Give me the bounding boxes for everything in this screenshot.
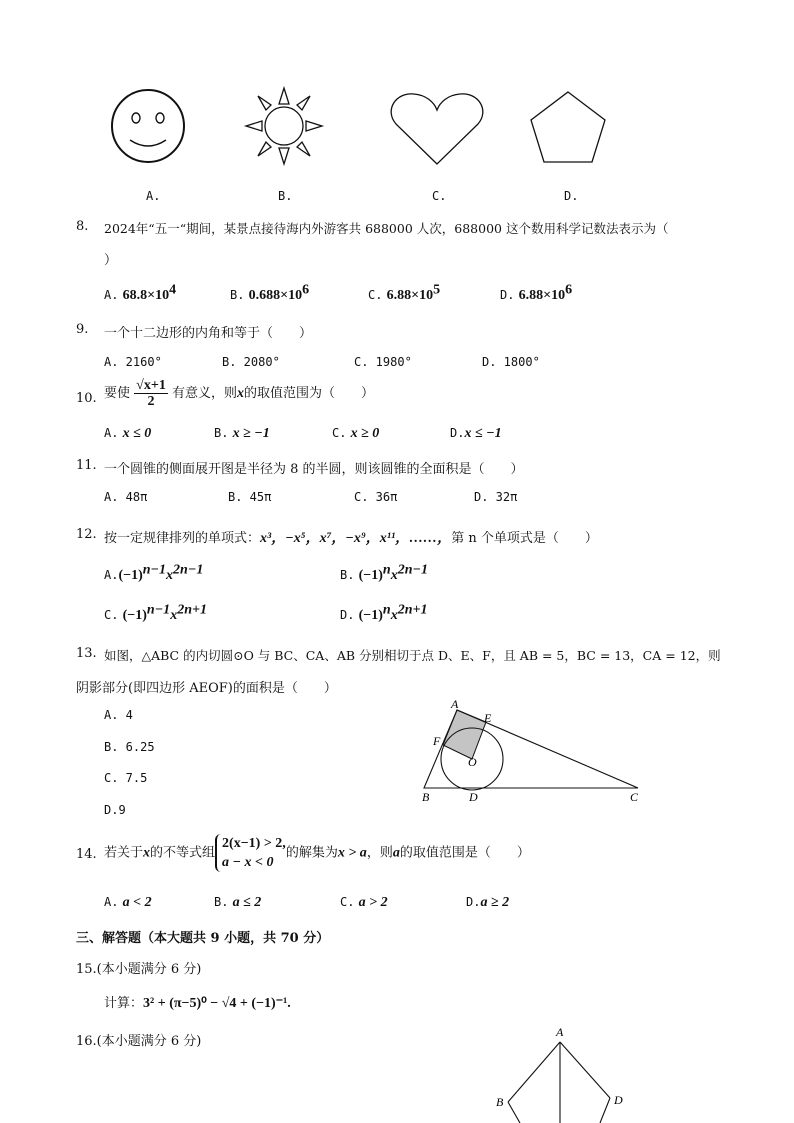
- q14-option-c: [340, 895, 388, 911]
- q12-stem: [104, 527, 598, 547]
- q12-option-d-x: x: [390, 608, 398, 623]
- q15-calc-label: 计算：: [104, 996, 144, 1011]
- q9-option-b: B. 2080°: [222, 355, 280, 369]
- q13-label-f: F: [433, 734, 441, 748]
- q14-option-d-label: D.: [466, 895, 481, 909]
- q12-option-d-exp1: n: [382, 602, 391, 618]
- q9-option-d: D. 1800°: [482, 355, 540, 369]
- q13-number: 13.: [76, 646, 97, 661]
- q12-option-d-label: D.: [340, 608, 355, 622]
- q16-label-d: D: [614, 1093, 623, 1107]
- q14-option-a-value: a < 2: [122, 895, 152, 910]
- q13-label-b: B: [422, 790, 430, 804]
- q7-option-c: C.: [432, 189, 447, 203]
- q7-option-d: D.: [564, 189, 579, 203]
- q14-option-b-label: B.: [214, 895, 229, 909]
- q8-option-b-label: B.: [230, 288, 245, 302]
- q12-option-c-x: x: [170, 608, 178, 623]
- q14-inequality-2: a − x < 0: [222, 855, 274, 870]
- q8-option-b-exp: 6: [302, 282, 310, 298]
- q8-option-d: [500, 282, 573, 304]
- q12-option-d-exp2: 2n+1: [397, 602, 428, 618]
- q13-option-b: B. 6.25: [104, 740, 155, 754]
- q7-option-a: A.: [146, 189, 161, 203]
- q11-stem: 一个圆锥的侧面展开图是半径为 8 的半圆，则该圆锥的全面积是（ ）: [104, 462, 524, 477]
- q11-option-a: A. 48π: [104, 490, 148, 504]
- q14-variable-x: x: [143, 845, 151, 861]
- q16-header: 16.(本小题满分 6 分): [76, 1034, 202, 1049]
- q9-number: 9.: [76, 322, 89, 337]
- q16-figure: [490, 1022, 630, 1123]
- q12-option-a-base: (−1): [118, 568, 143, 583]
- q15-header: 15.(本小题满分 6 分): [76, 962, 202, 977]
- q11-option-b: B. 45π: [228, 490, 272, 504]
- q13-label-d: D: [469, 790, 478, 804]
- q13-stem: 如图，△ABC 的内切圆⊙O 与 BC、CA、AB 分别相切于点 D、E、F，且 AB = 5，BC = 13，CA = 12，则: [104, 648, 721, 663]
- q14-option-c-value: a > 2: [358, 895, 388, 910]
- q8-option-b-base: 0.688×10: [248, 288, 303, 303]
- q15-calc: [104, 992, 291, 1012]
- q10-option-a-value: x ≤ 0: [122, 426, 152, 441]
- q12-option-b-label: B.: [340, 568, 355, 582]
- q12-option-a-label: A.: [104, 568, 119, 582]
- q12-option-c-base: (−1): [122, 608, 147, 623]
- q13-triangle-figure: [410, 695, 660, 810]
- smiley-face-icon: [112, 90, 184, 162]
- q8-option-a-label: A.: [104, 288, 119, 302]
- q10-fraction: [134, 378, 168, 409]
- q8-option-d-exp: 6: [565, 282, 573, 298]
- q10-option-a: [104, 426, 151, 442]
- q14-option-a: [104, 895, 152, 911]
- q14-inequality-system: [215, 834, 286, 872]
- q12-option-c: [104, 602, 207, 624]
- q14-option-d: [466, 895, 509, 911]
- q14-option-c-label: C.: [340, 895, 355, 909]
- q14-solution: x > a: [337, 845, 367, 861]
- q8-option-d-label: D.: [500, 288, 515, 302]
- q8-option-c-label: C.: [368, 288, 383, 302]
- q13-label-o: O: [468, 755, 477, 769]
- q8-option-a-base: 68.8×10: [122, 288, 170, 303]
- q10-number: 10.: [76, 391, 97, 406]
- q8-option-b: [230, 282, 310, 304]
- q8-stem: 2024年“五一“期间，某景点接待海内外游客共 688000 人次，688000 这个数用科学记数法表示为（: [104, 221, 669, 236]
- q12-option-c-exp1: n−1: [146, 602, 171, 618]
- q11-option-d: D. 32π: [474, 490, 518, 504]
- q13-option-d: D.9: [104, 803, 126, 817]
- q12-stem-pre: 按一定规律排列的单项式：: [104, 531, 261, 546]
- q8-option-d-base: 6.88×10: [518, 288, 566, 303]
- sun-icon: [246, 88, 322, 164]
- q10-stem-post: 的取值范围为（ ）: [243, 386, 374, 401]
- q12-stem-post: 第 n 个单项式是（ ）: [451, 531, 598, 546]
- q12-option-b-exp2: 2n−1: [397, 562, 428, 578]
- q13-shaded-quadrilateral: [443, 710, 486, 759]
- q15-expression: 3² + (π−5)⁰ − √4 + (−1)⁻¹.: [143, 996, 291, 1011]
- q10-stem: [104, 378, 374, 409]
- q10-option-c-value: x ≥ 0: [350, 426, 380, 441]
- q14-option-b: [214, 895, 261, 911]
- q10-option-d: [450, 426, 502, 442]
- q10-option-b-label: B.: [214, 426, 229, 440]
- q9-option-a: A. 2160°: [104, 355, 162, 369]
- q13-label-e: E: [484, 711, 492, 725]
- q14-option-d-value: a ≥ 2: [480, 895, 510, 910]
- q12-option-a-exp1: n−1: [142, 562, 167, 578]
- q13-option-a: A. 4: [104, 708, 133, 722]
- q13-label-c: C: [630, 790, 639, 804]
- q14-stem-mid2: 的解集为: [285, 845, 338, 861]
- q8-stem-close: ）: [104, 253, 118, 268]
- q12-option-a: [104, 562, 204, 584]
- q10-fraction-denominator: 2: [147, 394, 155, 409]
- q14-stem-pre: 若关于: [104, 845, 144, 861]
- pentagon-icon: [531, 92, 605, 162]
- q12-option-a-x: x: [166, 568, 174, 583]
- q10-option-c-label: C.: [332, 426, 347, 440]
- q10-stem-pre: 要使: [104, 386, 131, 401]
- q11-number: 11.: [76, 458, 97, 473]
- q12-option-b-base: (−1): [358, 568, 383, 583]
- q10-option-a-label: A.: [104, 426, 119, 440]
- q14-option-b-value: a ≤ 2: [232, 895, 262, 910]
- q10-option-d-label: D.: [450, 426, 465, 440]
- q10-option-b-value: x ≥ −1: [232, 426, 270, 441]
- q10-option-d-value: x ≤ −1: [464, 426, 502, 441]
- q12-option-b-x: x: [390, 568, 398, 583]
- q14-variable-a: a: [392, 845, 400, 861]
- q8-option-c-base: 6.88×10: [386, 288, 434, 303]
- q8-option-c-exp: 5: [433, 282, 441, 298]
- q7-option-b: B.: [278, 189, 293, 203]
- q10-option-c: [332, 426, 379, 442]
- q10-option-b: [214, 426, 270, 442]
- q14-stem-post: 的取值范围是（ ）: [399, 845, 530, 861]
- q12-option-d-base: (−1): [358, 608, 383, 623]
- q12-option-a-exp2: 2n−1: [173, 562, 204, 578]
- q8-number: 8.: [76, 219, 89, 234]
- heart-icon: [391, 94, 483, 164]
- q10-fraction-numerator: √x+1: [136, 378, 166, 393]
- q13-label-a: A: [451, 697, 459, 711]
- q11-option-c: C. 36π: [354, 490, 398, 504]
- q14-option-a-label: A.: [104, 895, 119, 909]
- q10-stem-mid: 有意义，则: [171, 386, 237, 401]
- q9-option-c: C. 1980°: [354, 355, 412, 369]
- q14-stem: [104, 834, 530, 872]
- q12-option-b-exp1: n: [382, 562, 391, 578]
- q14-stem-mid: 的不等式组: [150, 845, 216, 861]
- q14-inequality-1: 2(x−1) > 2,: [222, 836, 286, 851]
- q10-variable: x: [236, 386, 244, 401]
- q13-option-c: C. 7.5: [104, 771, 148, 785]
- q12-option-d: [340, 602, 428, 624]
- q12-option-b: [340, 562, 428, 584]
- q8-option-a-exp: 4: [169, 282, 177, 298]
- q12-terms: x³，−x⁵，x⁷，−x⁹，x¹¹，……，: [260, 531, 452, 546]
- q12-number: 12.: [76, 527, 97, 542]
- q13-stem-line2: 阴影部分(即四边形 AEOF)的面积是（ ）: [76, 681, 337, 696]
- q16-label-a: A: [556, 1025, 564, 1039]
- q14-number: 14.: [76, 847, 97, 862]
- q12-option-c-exp2: 2n+1: [177, 602, 207, 618]
- q7-figures: [0, 80, 794, 180]
- q9-stem: 一个十二边形的内角和等于（ ）: [104, 326, 313, 341]
- section-3-title: 三、解答题（本大题共 9 小题，共 70 分）: [76, 931, 330, 946]
- q14-stem-mid3: ，则: [366, 845, 393, 861]
- q8-option-c: [368, 282, 441, 304]
- q8-option-a: [104, 282, 177, 304]
- q16-label-b: B: [496, 1095, 504, 1109]
- q12-option-c-label: C.: [104, 608, 119, 622]
